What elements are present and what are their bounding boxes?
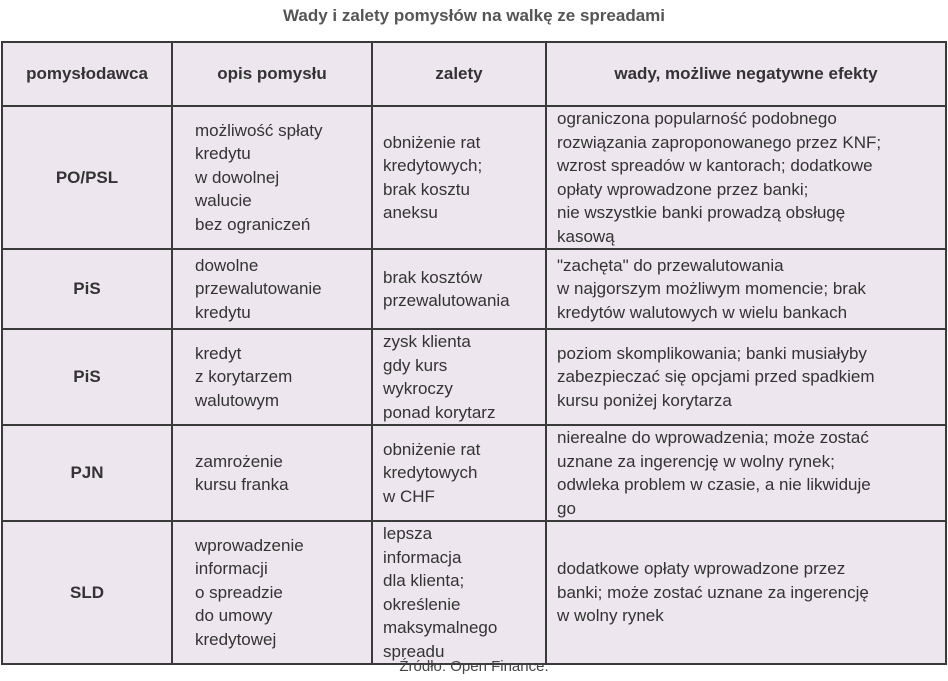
table-row: [2, 521, 946, 664]
cell-line: kredytów walutowych w wielu bankach: [557, 302, 848, 322]
description-cell: [172, 249, 372, 329]
cell-line: w dowolnej: [195, 167, 280, 187]
table-title: Wady i zalety pomysłów na walkę ze spreadami: [282, 6, 665, 25]
disadvantages-cell: [546, 521, 946, 664]
description-cell: [172, 425, 372, 521]
table-row: [2, 106, 946, 249]
cell-line: kredytowych;: [383, 156, 483, 175]
disadvantages-cell: [546, 425, 946, 521]
cell-line: aneksu: [383, 203, 438, 222]
cell-line: ograniczona popularność podobnego: [557, 109, 837, 128]
advantages-cell: [372, 425, 546, 521]
cell-line: z korytarzem: [195, 367, 293, 387]
cell-line: informacja: [383, 547, 462, 567]
advantages-cell: [372, 521, 546, 664]
cell-line: "zachęta" do przewalutowania: [557, 255, 784, 275]
cell-line: zamrożenie: [195, 451, 283, 471]
cell-line: kredytowej: [195, 629, 277, 649]
cell-line: określenie: [383, 594, 461, 614]
cell-line: obniżenie rat: [383, 439, 481, 459]
header-proposer: pomysłodawca: [2, 42, 172, 106]
disadvantages-cell: [546, 329, 946, 425]
cell-line: w najgorszym możliwym momencie; brak: [557, 279, 866, 299]
cell-line: nierealne do wprowadzenia; może zostać: [557, 428, 869, 447]
cell-line: go: [557, 498, 576, 518]
table-row: [2, 249, 946, 329]
cell-line: wykroczy: [383, 379, 453, 398]
header-row: [2, 42, 946, 106]
proposer-cell: SLD: [2, 521, 172, 664]
cell-line: gdy kurs: [383, 355, 448, 375]
header-description: opis pomysłu: [172, 42, 372, 106]
cell-line: brak kosztów: [383, 267, 483, 287]
cell-line: brak kosztu: [383, 179, 470, 199]
proposer-cell: PJN: [2, 425, 172, 521]
proposer-cell: PiS: [2, 329, 172, 425]
cell-line: walucie: [195, 191, 252, 211]
cell-line: nie wszystkie banki prowadzą obsługę: [557, 203, 846, 222]
cell-line: maksymalnego: [383, 618, 498, 637]
cell-line: przewalutowanie: [195, 279, 322, 299]
cell-line: kasową: [557, 226, 615, 246]
cell-line: ponad korytarz: [383, 402, 496, 422]
source-note: Źródło: Open Finance.: [399, 658, 549, 675]
cell-line: zysk klienta: [383, 332, 471, 351]
cell-line: obniżenie rat: [383, 132, 481, 152]
description-cell: [172, 521, 372, 664]
cell-line: rozwiązania zaproponowanego przez KNF;: [557, 132, 882, 152]
advantages-cell: [372, 249, 546, 329]
cell-line: walutowym: [195, 390, 280, 410]
header-disadvantages: wady, możliwe negatywne efekty: [546, 42, 946, 106]
cell-line: kredyt: [195, 343, 242, 363]
cell-line: dla klienta;: [383, 571, 465, 590]
cell-line: przewalutowania: [383, 291, 510, 310]
table-row: [2, 425, 946, 521]
cell-line: informacji: [195, 559, 268, 579]
cell-line: poziom skomplikowania; banki musiałyby: [557, 343, 867, 363]
cell-line: wzrost spreadów w kantorach; dodatkowe: [557, 156, 873, 175]
cell-line: dowolne: [195, 255, 259, 275]
cell-line: opłaty wprowadzone przez banki;: [557, 179, 809, 199]
cell-line: zabezpieczać się opcjami przed spadkiem: [557, 367, 875, 387]
cell-line: kursu poniżej korytarza: [557, 390, 732, 410]
cell-line: kursu franka: [195, 475, 289, 494]
cell-line: kredytu: [195, 144, 251, 164]
disadvantages-cell: [546, 249, 946, 329]
description-cell: [172, 106, 372, 249]
description-cell: [172, 329, 372, 425]
cell-line: do umowy: [195, 606, 273, 626]
cell-line: spreadu: [383, 641, 445, 661]
comparison-table: [1, 41, 947, 665]
cell-line: odwleka problem w czasie, a nie likwiduje: [557, 475, 871, 494]
cell-line: o spreadzie: [195, 582, 283, 602]
cell-line: wprowadzenie: [195, 535, 304, 555]
table-row: [2, 329, 946, 425]
cell-line: kredytowych: [383, 463, 478, 483]
header-advantages: zalety: [372, 42, 546, 106]
cell-line: kredytu: [195, 302, 251, 322]
advantages-cell: [372, 329, 546, 425]
proposer-cell: PiS: [2, 249, 172, 329]
cell-line: możliwość spłaty: [195, 120, 323, 140]
advantages-cell: [372, 106, 546, 249]
cell-line: bez ograniczeń: [195, 214, 311, 234]
cell-line: dodatkowe opłaty wprowadzone przez: [557, 559, 846, 579]
cell-line: w wolny rynek: [557, 606, 664, 626]
cell-line: w CHF: [383, 486, 435, 506]
cell-line: banki; może zostać uznane za ingerencję: [557, 582, 869, 602]
cell-line: lepsza: [383, 524, 433, 543]
proposer-cell: PO/PSL: [2, 106, 172, 249]
disadvantages-cell: [546, 106, 946, 249]
cell-line: uznane za ingerencję w wolny rynek;: [557, 451, 835, 471]
